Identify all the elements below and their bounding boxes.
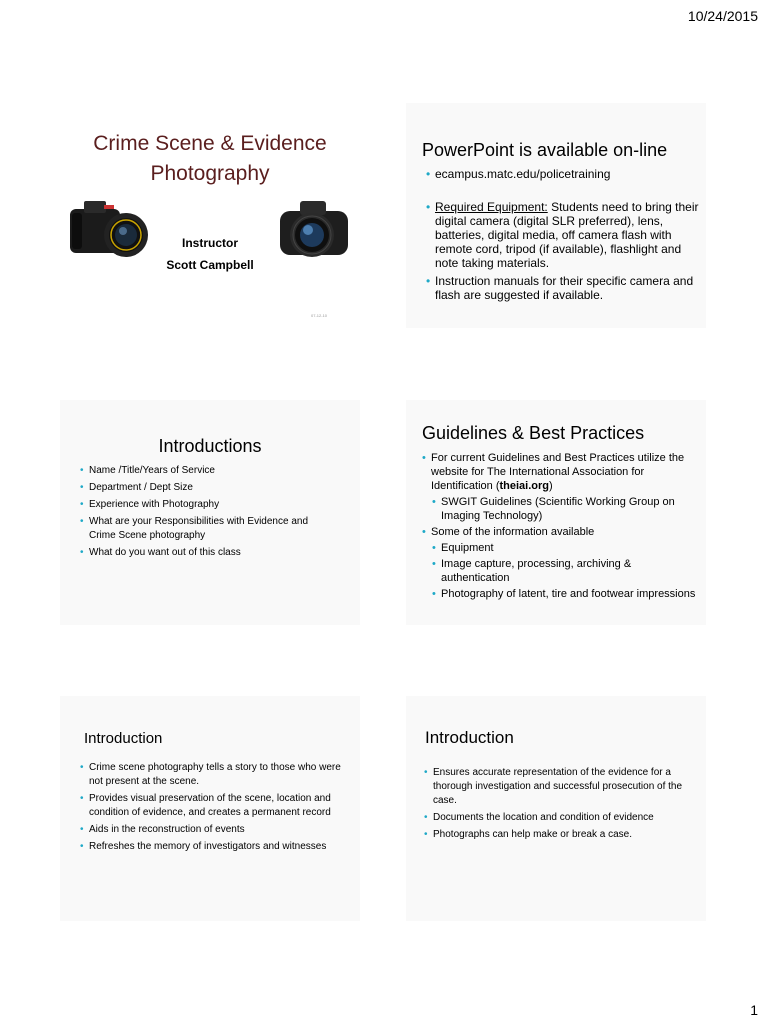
list-item — [426, 200, 700, 270]
bullet-text: Some of the information available — [431, 526, 595, 538]
list-item — [426, 274, 700, 302]
bullet-text: Equipment — [441, 542, 494, 554]
required-equipment-text: Students need to bring their digital camera (digital SLR preferred), lens, batteries, digital media, off camera flash with remote cord, tripod (if available), flashlight and note taking materials. — [435, 200, 699, 270]
page-number: 1 — [750, 1002, 758, 1018]
manuals-text: Instruction manuals for their specific camera and flash are suggested if available. — [435, 274, 694, 302]
list-item — [80, 761, 342, 789]
bullet-text: Experience with Photography — [89, 499, 220, 510]
bullet-text: Name /Title/Years of Service — [89, 465, 215, 476]
instructor-label: Instructor — [181, 236, 238, 250]
bullet-text: Documents the location and condition of evidence — [433, 812, 654, 823]
canon-dslr-camera-icon — [276, 195, 352, 263]
required-equipment-label: Required Equipment: — [435, 200, 548, 214]
bullet-text: Crime scene photography tells a story to those who were not present at the scene. — [89, 762, 341, 787]
slide6-title: Introduction — [425, 728, 514, 747]
list-item — [424, 766, 696, 808]
list-item — [424, 828, 696, 842]
theiai-link-text: theiai.org — [499, 480, 549, 492]
slide3-title: Introductions — [158, 436, 262, 456]
list-item — [432, 541, 698, 555]
list-item — [80, 498, 320, 512]
slide1-title-line2: Photography — [150, 162, 270, 185]
slide2-bullets — [426, 167, 700, 302]
list-item — [80, 792, 342, 820]
slide-introduction-1 — [60, 696, 360, 921]
slide-introduction-2 — [406, 696, 706, 921]
list-item — [80, 546, 320, 560]
bullet-text: Refreshes the memory of investigators and witnesses — [89, 841, 327, 852]
slide4-title: Guidelines & Best Practices — [422, 423, 645, 443]
bullet-text: Department / Dept Size — [89, 482, 193, 493]
bullet-text: Photography of latent, tire and footwear impressions — [441, 588, 696, 600]
slide1-title-line1: Crime Scene & Evidence — [93, 132, 327, 155]
online-link-text: ecampus.matc.edu/policetraining — [435, 167, 611, 181]
list-item — [432, 587, 698, 601]
list-item — [422, 525, 698, 539]
slide-powerpoint-online — [406, 103, 706, 328]
list-item — [80, 464, 320, 478]
list-item — [80, 823, 342, 837]
instructor-block — [140, 232, 280, 276]
instructor-name: Scott Campbell — [166, 258, 254, 272]
bullet-text: Aids in the reconstruction of events — [89, 824, 245, 835]
bullet-text: Photographs can help make or break a case. — [433, 829, 633, 840]
slide-title — [60, 103, 360, 328]
bullet-text: Ensures accurate representation of the evidence for a thorough investigation and successful prosecution of the case. — [433, 767, 683, 806]
slide1-title — [60, 129, 360, 189]
page-date: 10/24/2015 — [687, 8, 758, 24]
bullet-text: What do you want out of this class — [89, 547, 241, 558]
slide1-footer: 07-12-10 — [311, 313, 328, 318]
slide5-title: Introduction — [84, 730, 163, 747]
list-item — [422, 451, 698, 493]
slide4-bullets — [422, 451, 698, 601]
bullet-text: SWGIT Guidelines (Scientific Working Group on Imaging Technology) — [441, 496, 675, 522]
list-item — [80, 481, 320, 495]
slide3-bullets — [80, 464, 320, 560]
slide2-title: PowerPoint is available on-line — [422, 140, 668, 160]
list-item — [424, 811, 696, 825]
bullet-text: Image capture, processing, archiving & authentication — [441, 558, 632, 584]
list-item — [432, 557, 698, 585]
bullet-text: For current Guidelines and Best Practices utilize the website for The International Association for Identification ( — [431, 452, 685, 492]
slide-introductions — [60, 400, 360, 625]
list-item — [426, 167, 700, 181]
bullet-text: ) — [549, 480, 553, 492]
list-item — [80, 840, 342, 854]
slide-guidelines — [406, 400, 706, 625]
list-item — [432, 495, 698, 523]
bullet-text: What are your Responsibilities with Evidence and Crime Scene photography — [89, 516, 308, 541]
nikon-dslr-camera-icon — [68, 195, 150, 261]
slide5-bullets — [80, 761, 342, 854]
slide6-bullets — [424, 766, 696, 842]
bullet-text: Provides visual preservation of the scene, location and condition of evidence, and creates a permanent record — [89, 793, 331, 818]
list-item — [80, 515, 320, 543]
